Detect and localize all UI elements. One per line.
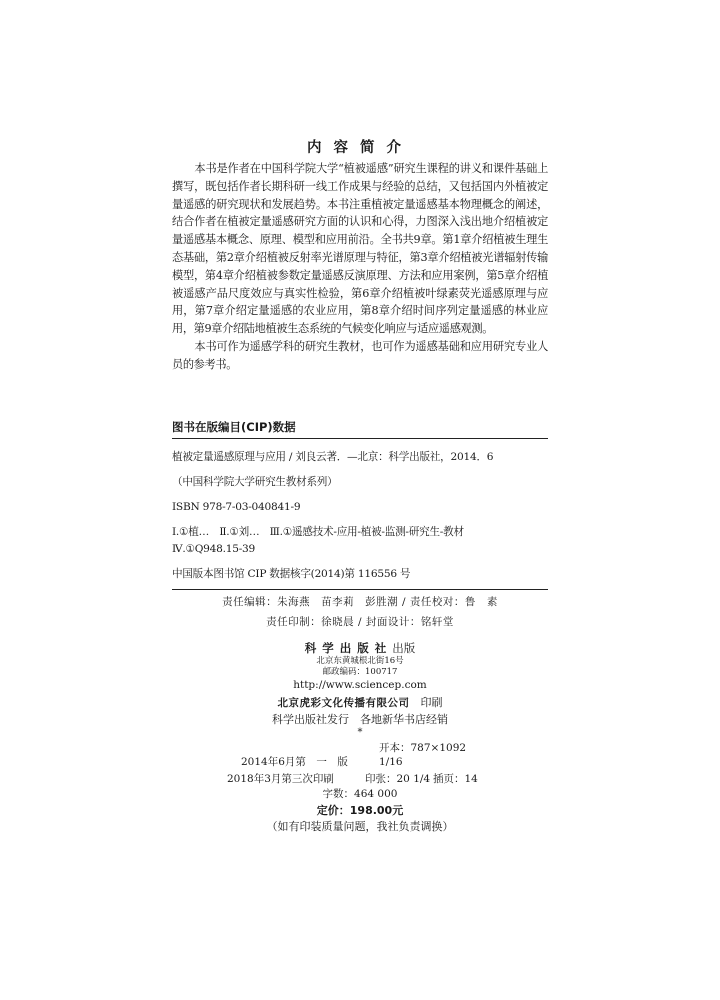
cip-classification: Ⅰ.①植… Ⅱ.①刘… Ⅲ.①遥感技术-应用-植被-监测-研究生-教材: [172, 526, 464, 538]
colophon: [200, 640, 520, 835]
edition: 2014年6月第 一 版: [241, 756, 348, 768]
publisher-address: 北京东黄城根北街16号: [316, 656, 404, 666]
publisher-name: 科学出版社: [304, 641, 393, 655]
summary-paragraph: 本书是作者在中国科学院大学“植被遥感”研究生课程的讲义和课件基础上撰写，既包括作者长期科研一线工作成果与经验的总结，又包括国内外植被定量遥感的研究现状和发展趋势。本书注重植被定量遥感基本物理概念的阐述，结合作者在植被定量遥感研究方面的认识和心得，力图深入浅出地介绍植被定量遥感基本概念、原理、模型和应用前沿。全书共9章。第1章介绍植被生理生态基础，第2章介绍植被反射率光谱原理与特征，第3章介绍植被光谱辐射传输模型，第4章介绍植被参数定量遥感反演原理、方法和应用案例，第5章介绍植被遥感产品尺度效应与真实性检验，第6章介绍植被叶绿素荧光遥感原理与应用，第7章介绍定量遥感的农业应用，第8章介绍时间序列定量遥感的林业应用，第9章介绍陆地植被生态系统的气候变化响应与适应遥感观测。: [172, 162, 548, 336]
printer-suffix: 印刷: [420, 696, 443, 709]
summary-paragraph: 本书可作为遥感学科的研究生教材，也可作为遥感基础和应用研究专业人员的参考书。: [172, 339, 548, 371]
word-count: 字数：464 000: [322, 788, 398, 800]
plates: 插页：14: [433, 773, 478, 785]
distribution: 科学出版社发行 各地新华书店经销: [272, 713, 448, 726]
spec-row: [200, 772, 520, 786]
summary-section: [172, 160, 548, 374]
cip-section: [172, 418, 548, 630]
cip-series: （中国科学院大学研究生教材系列）: [172, 476, 338, 488]
price: 定价：198.00元: [316, 804, 404, 817]
staff-editors: 责任编辑：朱海燕 苗李莉 彭胜潮 / 责任校对：鲁 素: [222, 596, 498, 608]
notice: （如有印装质量问题，我社负责调换）: [266, 820, 454, 833]
cip-bibliographic: 植被定量遥感原理与应用 / 刘良云著．—北京：科学出版社，2014．6: [172, 451, 494, 463]
printing: 2018年3月第三次印刷: [227, 773, 334, 785]
staff-production: 责任印制：徐晓晨 / 封面设计：铭轩堂: [266, 616, 454, 628]
publisher-suffix: 出版: [392, 641, 416, 655]
publisher-url: http://www.sciencep.com: [293, 679, 427, 691]
cip-heading: 图书在版编目(CIP)数据: [172, 418, 548, 439]
printer-line: [200, 694, 520, 712]
divider: [172, 589, 548, 590]
sheets: 印张：20 1/4: [365, 773, 431, 785]
cip-isbn: ISBN 978-7-03-040841-9: [172, 501, 301, 513]
summary-title: 内容简介: [307, 140, 413, 156]
printer-name: 北京虎彩文化传播有限公司: [277, 697, 410, 709]
publisher-line: [200, 640, 520, 656]
cip-number: 中国版本图书馆 CIP 数据核字(2014)第 116556 号: [172, 568, 411, 580]
separator: *: [357, 727, 363, 738]
publisher-postcode: 邮政编码：100717: [322, 667, 398, 677]
format: 开本：787×1092 1/16: [379, 742, 477, 768]
spec-row: [200, 741, 520, 769]
cip-classification: Ⅳ.①Q948.15-39: [172, 543, 256, 555]
